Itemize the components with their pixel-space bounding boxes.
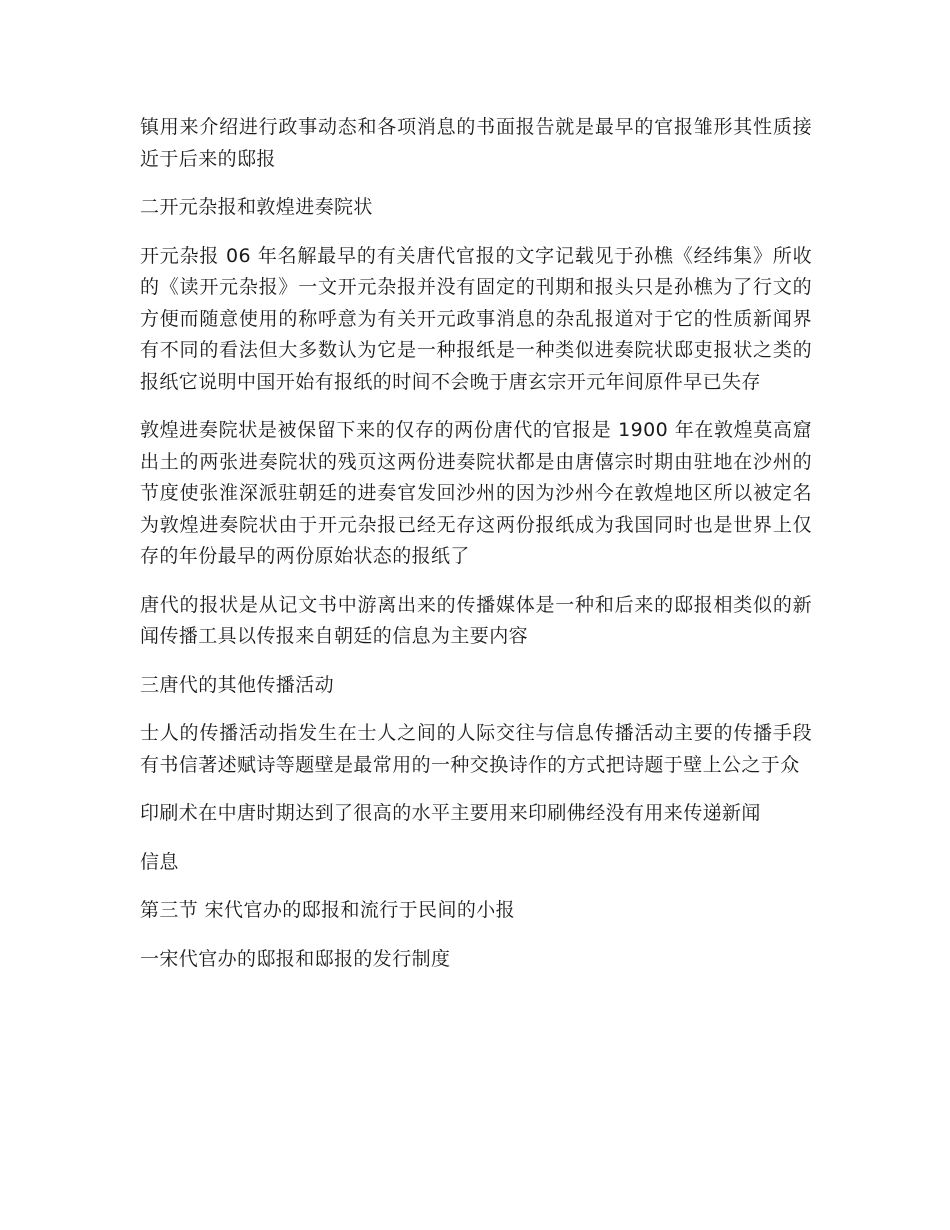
paragraph-dunhuang-jinzouyuan: 敦煌进奏院状是被保留下来的仅存的两份唐代的官报是 1900 年在敦煌莫高窟出土的两张进奏院状的残页这两份进奏院状都是由唐僖宗时期由驻地在沙州的节度使张淮深派驻朝廷的进奏官发回沙州的因为沙州今在敦煌地区所以被定名为敦煌进奏院状由于开元杂报已经无存这两份报纸成为我国同时也是世界上仅存的年份最早的两份原始状态的报纸了 [140, 419, 812, 567]
section-heading-song-dibao: 一宋代官办的邸报和邸报的发行制度 [140, 947, 451, 970]
document-page [140, 112, 812, 992]
paragraph-scholar-communication: 士人的传播活动指发生在士人之间的人际交往与信息传播活动主要的传播手段有书信著述赋诗等题壁是最常用的一种交换诗作的方式把诗题于壁上公之于众 [140, 722, 812, 776]
paragraph-printing: 印刷术在中唐时期达到了很高的水平主要用来印刷佛经没有用来传递新闻 [140, 802, 761, 824]
section-heading-other-activities: 三唐代的其他传播活动 [140, 673, 335, 696]
paragraph-tang-baozhuang: 唐代的报状是从记文书中游离出来的传播媒体是一种和后来的邸报相类似的新闻传播工具以传报来自朝廷的信息为主要内容 [140, 593, 812, 647]
paragraph-officials-report: 镇用来介绍进行政事动态和各项消息的书面报告就是最早的官报雏形其性质接近于后来的邸报 [140, 116, 812, 170]
paragraph-printing-continued: 信息 [140, 850, 179, 873]
paragraph-kaiyuan-zabao: 开元杂报 06 年名解最早的有关唐代官报的文字记载见于孙樵《经纬集》所收的《读开元杂报》一文开元杂报并没有固定的刊期和报头只是孙樵为了行文的方便而随意使用的称呼意为有关开元政事消息的杂乱报道对于它的性质新闻界有不同的看法但大多数认为它是一种报纸是一种类似进奏院状邸吏报状之类的报纸它说明中国开始有报纸的时间不会晚于唐玄宗开元年间原件早已失存 [140, 244, 812, 393]
section-heading-song-dynasty: 第三节 宋代官办的邸报和流行于民间的小报 [140, 899, 516, 921]
section-heading-kaiyuan-dunhuang: 二开元杂报和敦煌进奏院状 [140, 196, 373, 218]
